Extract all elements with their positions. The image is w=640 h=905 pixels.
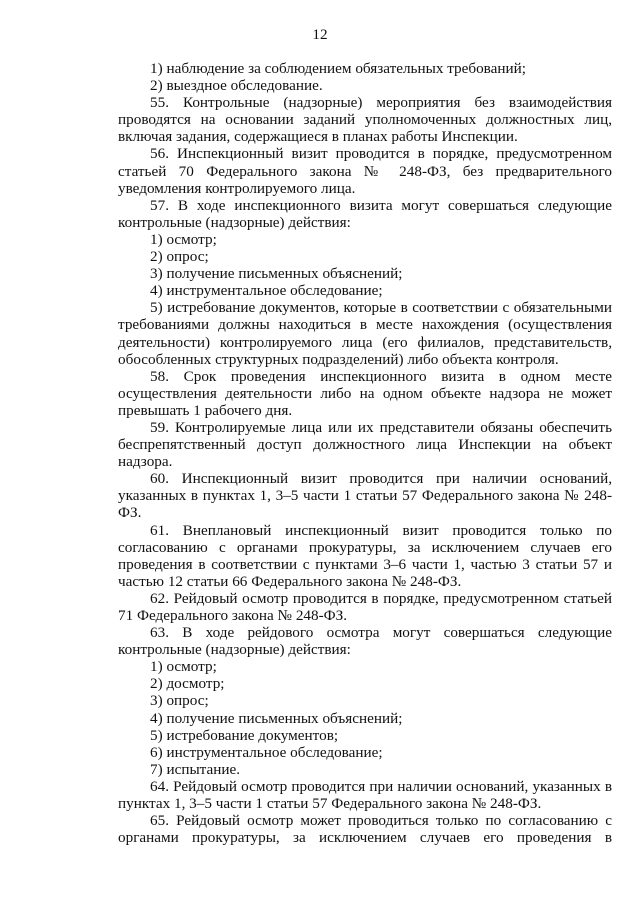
list-item: 5) истребование документов; — [150, 726, 339, 744]
list-item: 1) осмотр; — [150, 658, 217, 676]
list-item: 3) опрос; — [150, 692, 209, 710]
paragraph: 57. В ходе инспекционного визита могут совершаться следующие контрольные (надзорные) действия: — [118, 196, 612, 231]
list-item: 2) выездное обследование. — [150, 77, 323, 95]
paragraph: 60. Инспекционный визит проводится при наличии оснований, указанных в пунктах 1, 3–5 части 1 статьи 57 Федерального закона № 248-ФЗ. — [118, 470, 612, 522]
page-number: 12 — [312, 26, 328, 43]
list-item: 3) получение письменных объяснений; — [150, 265, 403, 283]
paragraph: 65. Рейдовый осмотр может проводиться только по согласованию с органами прокуратуры, за исключением случаев его проведения в — [118, 812, 612, 847]
paragraph: 55. Контрольные (надзорные) мероприятия без взаимодействия проводятся на основании заданий уполномоченных должностных лиц, включая задания, содержащиеся в планах работы Инспекции. — [118, 94, 612, 146]
list-item: 1) наблюдение за соблюдением обязательных требований; — [150, 60, 526, 77]
paragraph: 63. В ходе рейдового осмотра могут совершаться следующие контрольные (надзорные) действия: — [118, 624, 612, 659]
list-item: 2) досмотр; — [150, 675, 225, 693]
list-item: 5) истребование документов, которые в соответствии с обязательными требованиями должны находиться в месте нахождения (осуществления деятельности) контролируемого лица (его филиалов, представительств, обособленных структурных подразделений) либо объекта контроля. — [118, 299, 612, 368]
list-item: 7) испытание. — [150, 760, 241, 778]
document-body — [118, 60, 612, 846]
paragraph: 62. Рейдовый осмотр проводится в порядке, предусмотренном статьей 71 Федерального закона № 248-ФЗ. — [118, 589, 612, 624]
list-item: 2) опрос; — [150, 248, 209, 266]
list-item: 6) инструментальное обследование; — [150, 743, 383, 761]
paragraph: 56. Инспекционный визит проводится в порядке, предусмотренном статьей 70 Федерального закона № 248-ФЗ, без предварительного уведомления контролируемого лица. — [118, 145, 612, 197]
paragraph: 59. Контролируемые лица или их представители обязаны обеспечить беспрепятственный доступ должностного лица Инспекции на объект надзора. — [118, 418, 612, 471]
paragraph: 61. Внеплановый инспекционный визит проводится только по согласованию с органами прокуратуры, за исключением случаев его проведения в соответствии с пунктами 3–6 части 1, частью 3 статьи 57 и частью 12 статьи 66 Федерального закона № 248-ФЗ. — [118, 521, 612, 590]
list-item: 4) инструментальное обследование; — [150, 282, 383, 300]
paragraph: 64. Рейдовый осмотр проводится при наличии оснований, указанных в пунктах 1, 3–5 части 1 статьи 57 Федерального закона № 248-ФЗ. — [118, 777, 612, 813]
list-item: 1) осмотр; — [150, 230, 217, 248]
list-item: 4) получение письменных объяснений; — [150, 709, 403, 727]
paragraph: 58. Срок проведения инспекционного визита в одном месте осуществления деятельности либо на одном объекте надзора не может превышать 1 рабочего дня. — [118, 367, 612, 419]
